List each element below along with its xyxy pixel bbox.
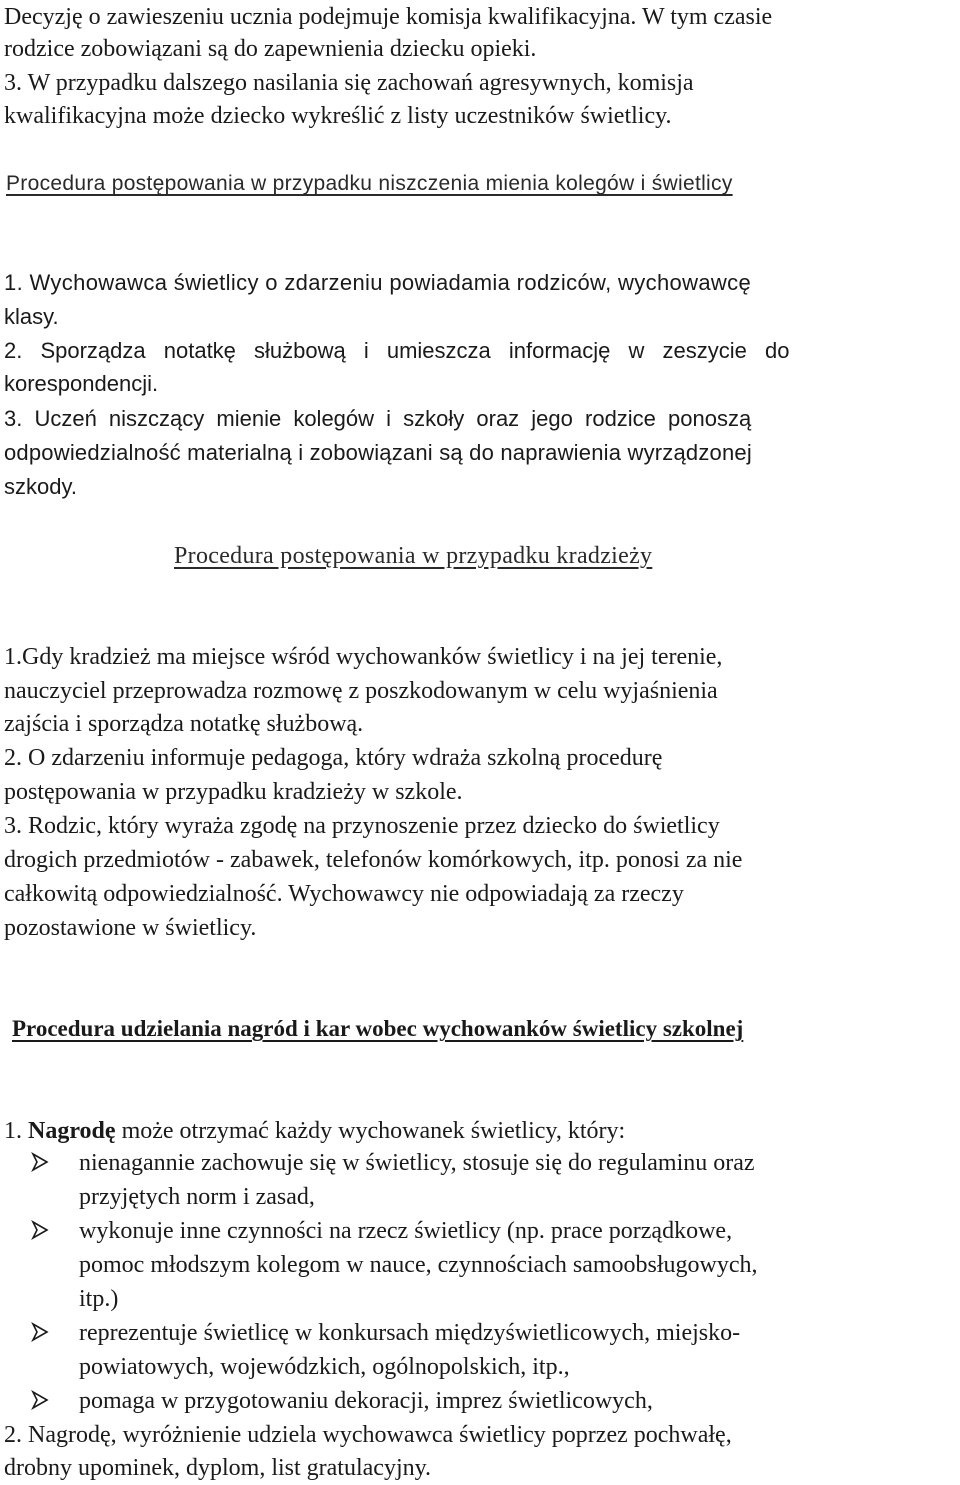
intro-line-4: kwalifikacyjna może dziecko wykreślić z listy uczestników świetlicy. bbox=[4, 103, 672, 129]
intro-line-2: rodzice zobowiązani są do zapewnienia dziecku opieki. bbox=[4, 36, 537, 62]
damage-item-1-line-2: klasy. bbox=[4, 304, 59, 329]
damage-item-3-line-1: 3. Uczeń niszczący mienie kolegów i szkoły oraz jego rodzice ponoszą bbox=[4, 406, 752, 431]
damage-item-1-line-1: 1. Wychowawca świetlicy o zdarzeniu powiadamia rodziców, wychowawcę bbox=[4, 270, 752, 295]
rewards-item-1-number: 1. bbox=[4, 1118, 22, 1144]
rewards-item-1-bold: Nagrodę bbox=[28, 1118, 116, 1144]
rewards-bullet-2-line-2: pomoc młodszym kolegom w nauce, czynnościach samoobsługowych, bbox=[79, 1252, 758, 1278]
arrowhead-bullet-icon bbox=[30, 1390, 50, 1410]
section-heading-theft: Procedura postępowania w przypadku kradzieży bbox=[174, 543, 653, 569]
section-heading-damage: Procedura postępowania w przypadku niszczenia mienia kolegów i świetlicy bbox=[6, 172, 733, 195]
rewards-bullet-3-line-2: powiatowych, wojewódzkich, ogólnopolskich, itp., bbox=[79, 1354, 570, 1380]
damage-item-2-line-1: 2. Sporządza notatkę służbową i umieszcza informację w zeszycie do bbox=[4, 338, 790, 363]
rewards-item-1-rest: może otrzymać każdy wychowanek świetlicy, który: bbox=[121, 1118, 626, 1144]
section-heading-rewards: Procedura udzielania nagród i kar wobec wychowanków świetlicy szkolnej bbox=[12, 1016, 744, 1041]
rewards-item-2-line-1: 2. Nagrodę, wyróżnienie udziela wychowawca świetlicy poprzez pochwałę, bbox=[4, 1422, 732, 1448]
rewards-bullet-2-line-3: itp.) bbox=[79, 1286, 119, 1312]
theft-item-3-line-1: 3. Rodzic, który wyraża zgodę na przynoszenie przez dziecko do świetlicy bbox=[4, 813, 720, 839]
damage-item-3-line-3: szkody. bbox=[4, 474, 77, 499]
theft-item-1-line-1: 1.Gdy kradzież ma miejsce wśród wychowanków świetlicy i na jej terenie, bbox=[4, 644, 723, 670]
arrowhead-bullet-icon bbox=[30, 1220, 50, 1240]
theft-item-3-line-3: całkowitą odpowiedzialność. Wychowawcy nie odpowiadają za rzeczy bbox=[4, 881, 684, 907]
theft-item-1-line-3: zajścia i sporządza notatkę służbową. bbox=[4, 711, 364, 737]
rewards-bullet-4-line-1: pomaga w przygotowaniu dekoracji, imprez świetlicowych, bbox=[79, 1388, 653, 1414]
rewards-bullet-1-line-2: przyjętych norm i zasad, bbox=[79, 1184, 315, 1210]
theft-item-3-line-4: pozostawione w świetlicy. bbox=[4, 915, 257, 941]
intro-line-1: Decyzję o zawieszeniu ucznia podejmuje komisja kwalifikacyjna. W tym czasie bbox=[4, 4, 773, 30]
rewards-bullet-2-line-1: wykonuje inne czynności na rzecz świetlicy (np. prace porządkowe, bbox=[79, 1218, 733, 1244]
damage-item-3-line-2: odpowiedzialność materialną i zobowiązani są do naprawienia wyrządzonej bbox=[4, 440, 752, 465]
intro-line-3: 3. W przypadku dalszego nasilania się zachowań agresywnych, komisja bbox=[4, 70, 694, 96]
theft-item-2-line-1: 2. O zdarzeniu informuje pedagoga, który wdraża szkolną procedurę bbox=[4, 745, 663, 771]
theft-item-2-line-2: postępowania w przypadku kradzieży w szkole. bbox=[4, 779, 463, 805]
rewards-item-2-line-2: drobny upominek, dyplom, list gratulacyjny. bbox=[4, 1455, 432, 1481]
theft-item-1-line-2: nauczyciel przeprowadza rozmowę z poszkodowanym w celu wyjaśnienia bbox=[4, 678, 718, 704]
arrowhead-bullet-icon bbox=[30, 1152, 50, 1172]
arrowhead-bullet-icon bbox=[30, 1322, 50, 1342]
damage-item-2-line-2: korespondencji. bbox=[4, 371, 159, 396]
theft-item-3-line-2: drogich przedmiotów - zabawek, telefonów komórkowych, itp. ponosi za nie bbox=[4, 847, 743, 873]
rewards-item-1 bbox=[4, 1114, 625, 1148]
rewards-bullet-3-line-1: reprezentuje świetlicę w konkursach międzyświetlicowych, miejsko- bbox=[79, 1320, 741, 1346]
rewards-bullet-1-line-1: nienagannie zachowuje się w świetlicy, stosuje się do regulaminu oraz bbox=[79, 1150, 755, 1176]
